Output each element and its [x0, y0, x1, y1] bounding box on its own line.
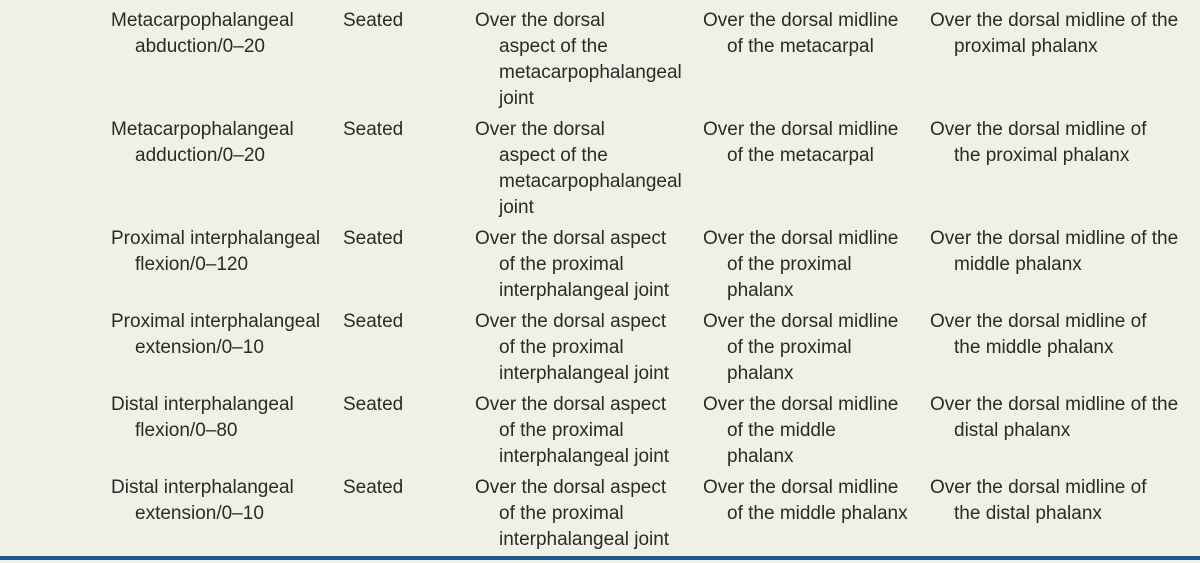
stationary-arm-cell	[703, 475, 908, 527]
position-cell	[343, 8, 403, 34]
moving-arm-cell-line: Over the dorsal midline of the	[930, 394, 1179, 415]
moving-arm-cell-line: Over the dorsal midline of	[930, 311, 1147, 332]
axis-cell-line: interphalangeal joint	[499, 363, 670, 384]
movement-cell	[111, 226, 320, 278]
movement-cell-line: flexion/0–80	[135, 420, 238, 441]
movement-cell-line: adduction/0–20	[135, 145, 265, 166]
axis-cell	[475, 392, 669, 470]
stationary-arm-cell-line: of the middle	[727, 420, 836, 441]
movement-cell-line: Proximal interphalangeal	[111, 228, 321, 249]
axis-cell-line: Over the dorsal	[475, 10, 605, 31]
movement-cell	[111, 8, 294, 60]
movement-cell-line: Distal interphalangeal	[111, 477, 294, 498]
table-row	[0, 388, 1200, 471]
moving-arm-cell-line: the proximal phalanx	[954, 145, 1130, 166]
movement-cell-line: Metacarpophalangeal	[111, 119, 294, 140]
stationary-arm-cell	[703, 392, 898, 470]
movement-cell	[111, 117, 294, 169]
moving-arm-cell	[930, 475, 1147, 527]
moving-arm-cell-line: distal phalanx	[954, 420, 1071, 441]
axis-cell-line: joint	[499, 197, 534, 218]
stationary-arm-cell-line: Over the dorsal midline	[703, 394, 899, 415]
axis-cell	[475, 475, 669, 553]
axis-cell	[475, 8, 682, 112]
movement-cell-line: extension/0–10	[135, 503, 264, 524]
axis-cell-line: aspect of the	[499, 36, 608, 57]
moving-arm-cell-line: the distal phalanx	[954, 503, 1102, 524]
stationary-arm-cell-line: Over the dorsal midline	[703, 228, 899, 249]
axis-cell-line: interphalangeal joint	[499, 529, 670, 550]
movement-cell-line: Metacarpophalangeal	[111, 10, 294, 31]
stationary-arm-cell-line: of the middle phalanx	[727, 503, 908, 524]
stationary-arm-cell-line: of the metacarpal	[727, 36, 874, 57]
axis-cell-line: Over the dorsal aspect	[475, 394, 667, 415]
axis-cell-line: joint	[499, 88, 534, 109]
position-cell-line: Seated	[343, 394, 404, 415]
axis-cell	[475, 117, 682, 221]
movement-cell-line: flexion/0–120	[135, 254, 249, 275]
moving-arm-cell-line: middle phalanx	[954, 254, 1082, 275]
axis-cell-line: of the proximal	[499, 503, 624, 524]
moving-arm-cell	[930, 226, 1178, 278]
movement-cell-line: Proximal interphalangeal	[111, 311, 321, 332]
axis-cell-line: Over the dorsal aspect	[475, 228, 667, 249]
movement-cell-line: Distal interphalangeal	[111, 394, 294, 415]
stationary-arm-cell-line: phalanx	[727, 280, 794, 301]
position-cell	[343, 392, 403, 418]
moving-arm-cell-line: Over the dorsal midline of the	[930, 10, 1179, 31]
position-cell-line: Seated	[343, 477, 404, 498]
moving-arm-cell	[930, 117, 1147, 169]
moving-arm-cell-line: Over the dorsal midline of	[930, 477, 1147, 498]
movement-cell-line: extension/0–10	[135, 337, 264, 358]
axis-cell	[475, 226, 669, 304]
axis-cell-line: interphalangeal joint	[499, 446, 670, 467]
stationary-arm-cell-line: of the proximal	[727, 254, 852, 275]
stationary-arm-cell-line: Over the dorsal midline	[703, 311, 899, 332]
axis-cell-line: metacarpophalangeal	[499, 62, 682, 83]
moving-arm-cell-line: Over the dorsal midline of	[930, 119, 1147, 140]
moving-arm-cell-line: the middle phalanx	[954, 337, 1114, 358]
axis-cell-line: Over the dorsal	[475, 119, 605, 140]
movement-cell-line: abduction/0–20	[135, 36, 265, 57]
axis-cell	[475, 309, 669, 387]
axis-cell-line: Over the dorsal aspect	[475, 311, 667, 332]
movement-cell	[111, 392, 294, 444]
axis-cell-line: Over the dorsal aspect	[475, 477, 667, 498]
position-cell-line: Seated	[343, 10, 404, 31]
table-row	[0, 305, 1200, 388]
moving-arm-cell	[930, 309, 1147, 361]
position-cell-line: Seated	[343, 311, 404, 332]
movement-cell	[111, 475, 294, 527]
position-cell-line: Seated	[343, 119, 404, 140]
stationary-arm-cell	[703, 117, 898, 169]
axis-cell-line: metacarpophalangeal	[499, 171, 682, 192]
moving-arm-cell	[930, 392, 1178, 444]
movement-cell	[111, 309, 320, 361]
position-cell	[343, 117, 403, 143]
axis-cell-line: of the proximal	[499, 337, 624, 358]
table-row	[0, 222, 1200, 305]
stationary-arm-cell-line: of the proximal	[727, 337, 852, 358]
position-cell-line: Seated	[343, 228, 404, 249]
moving-arm-cell-line: proximal phalanx	[954, 36, 1098, 57]
position-cell	[343, 475, 403, 501]
position-cell	[343, 226, 403, 252]
stationary-arm-cell-line: of the metacarpal	[727, 145, 874, 166]
axis-cell-line: aspect of the	[499, 145, 608, 166]
table-row	[0, 113, 1200, 222]
axis-cell-line: of the proximal	[499, 254, 624, 275]
stationary-arm-cell	[703, 226, 898, 304]
moving-arm-cell	[930, 8, 1178, 60]
moving-arm-cell-line: Over the dorsal midline of the	[930, 228, 1179, 249]
stationary-arm-cell-line: Over the dorsal midline	[703, 477, 899, 498]
table-bottom-rule	[0, 556, 1200, 560]
stationary-arm-cell-line: Over the dorsal midline	[703, 10, 899, 31]
stationary-arm-cell	[703, 8, 898, 60]
position-cell	[343, 309, 403, 335]
stationary-arm-cell-line: phalanx	[727, 363, 794, 384]
stationary-arm-cell-line: phalanx	[727, 446, 794, 467]
stationary-arm-cell-line: Over the dorsal midline	[703, 119, 899, 140]
table-row	[0, 4, 1200, 113]
axis-cell-line: of the proximal	[499, 420, 624, 441]
goniometry-table	[0, 4, 1200, 554]
table-row	[0, 471, 1200, 554]
stationary-arm-cell	[703, 309, 898, 387]
axis-cell-line: interphalangeal joint	[499, 280, 670, 301]
